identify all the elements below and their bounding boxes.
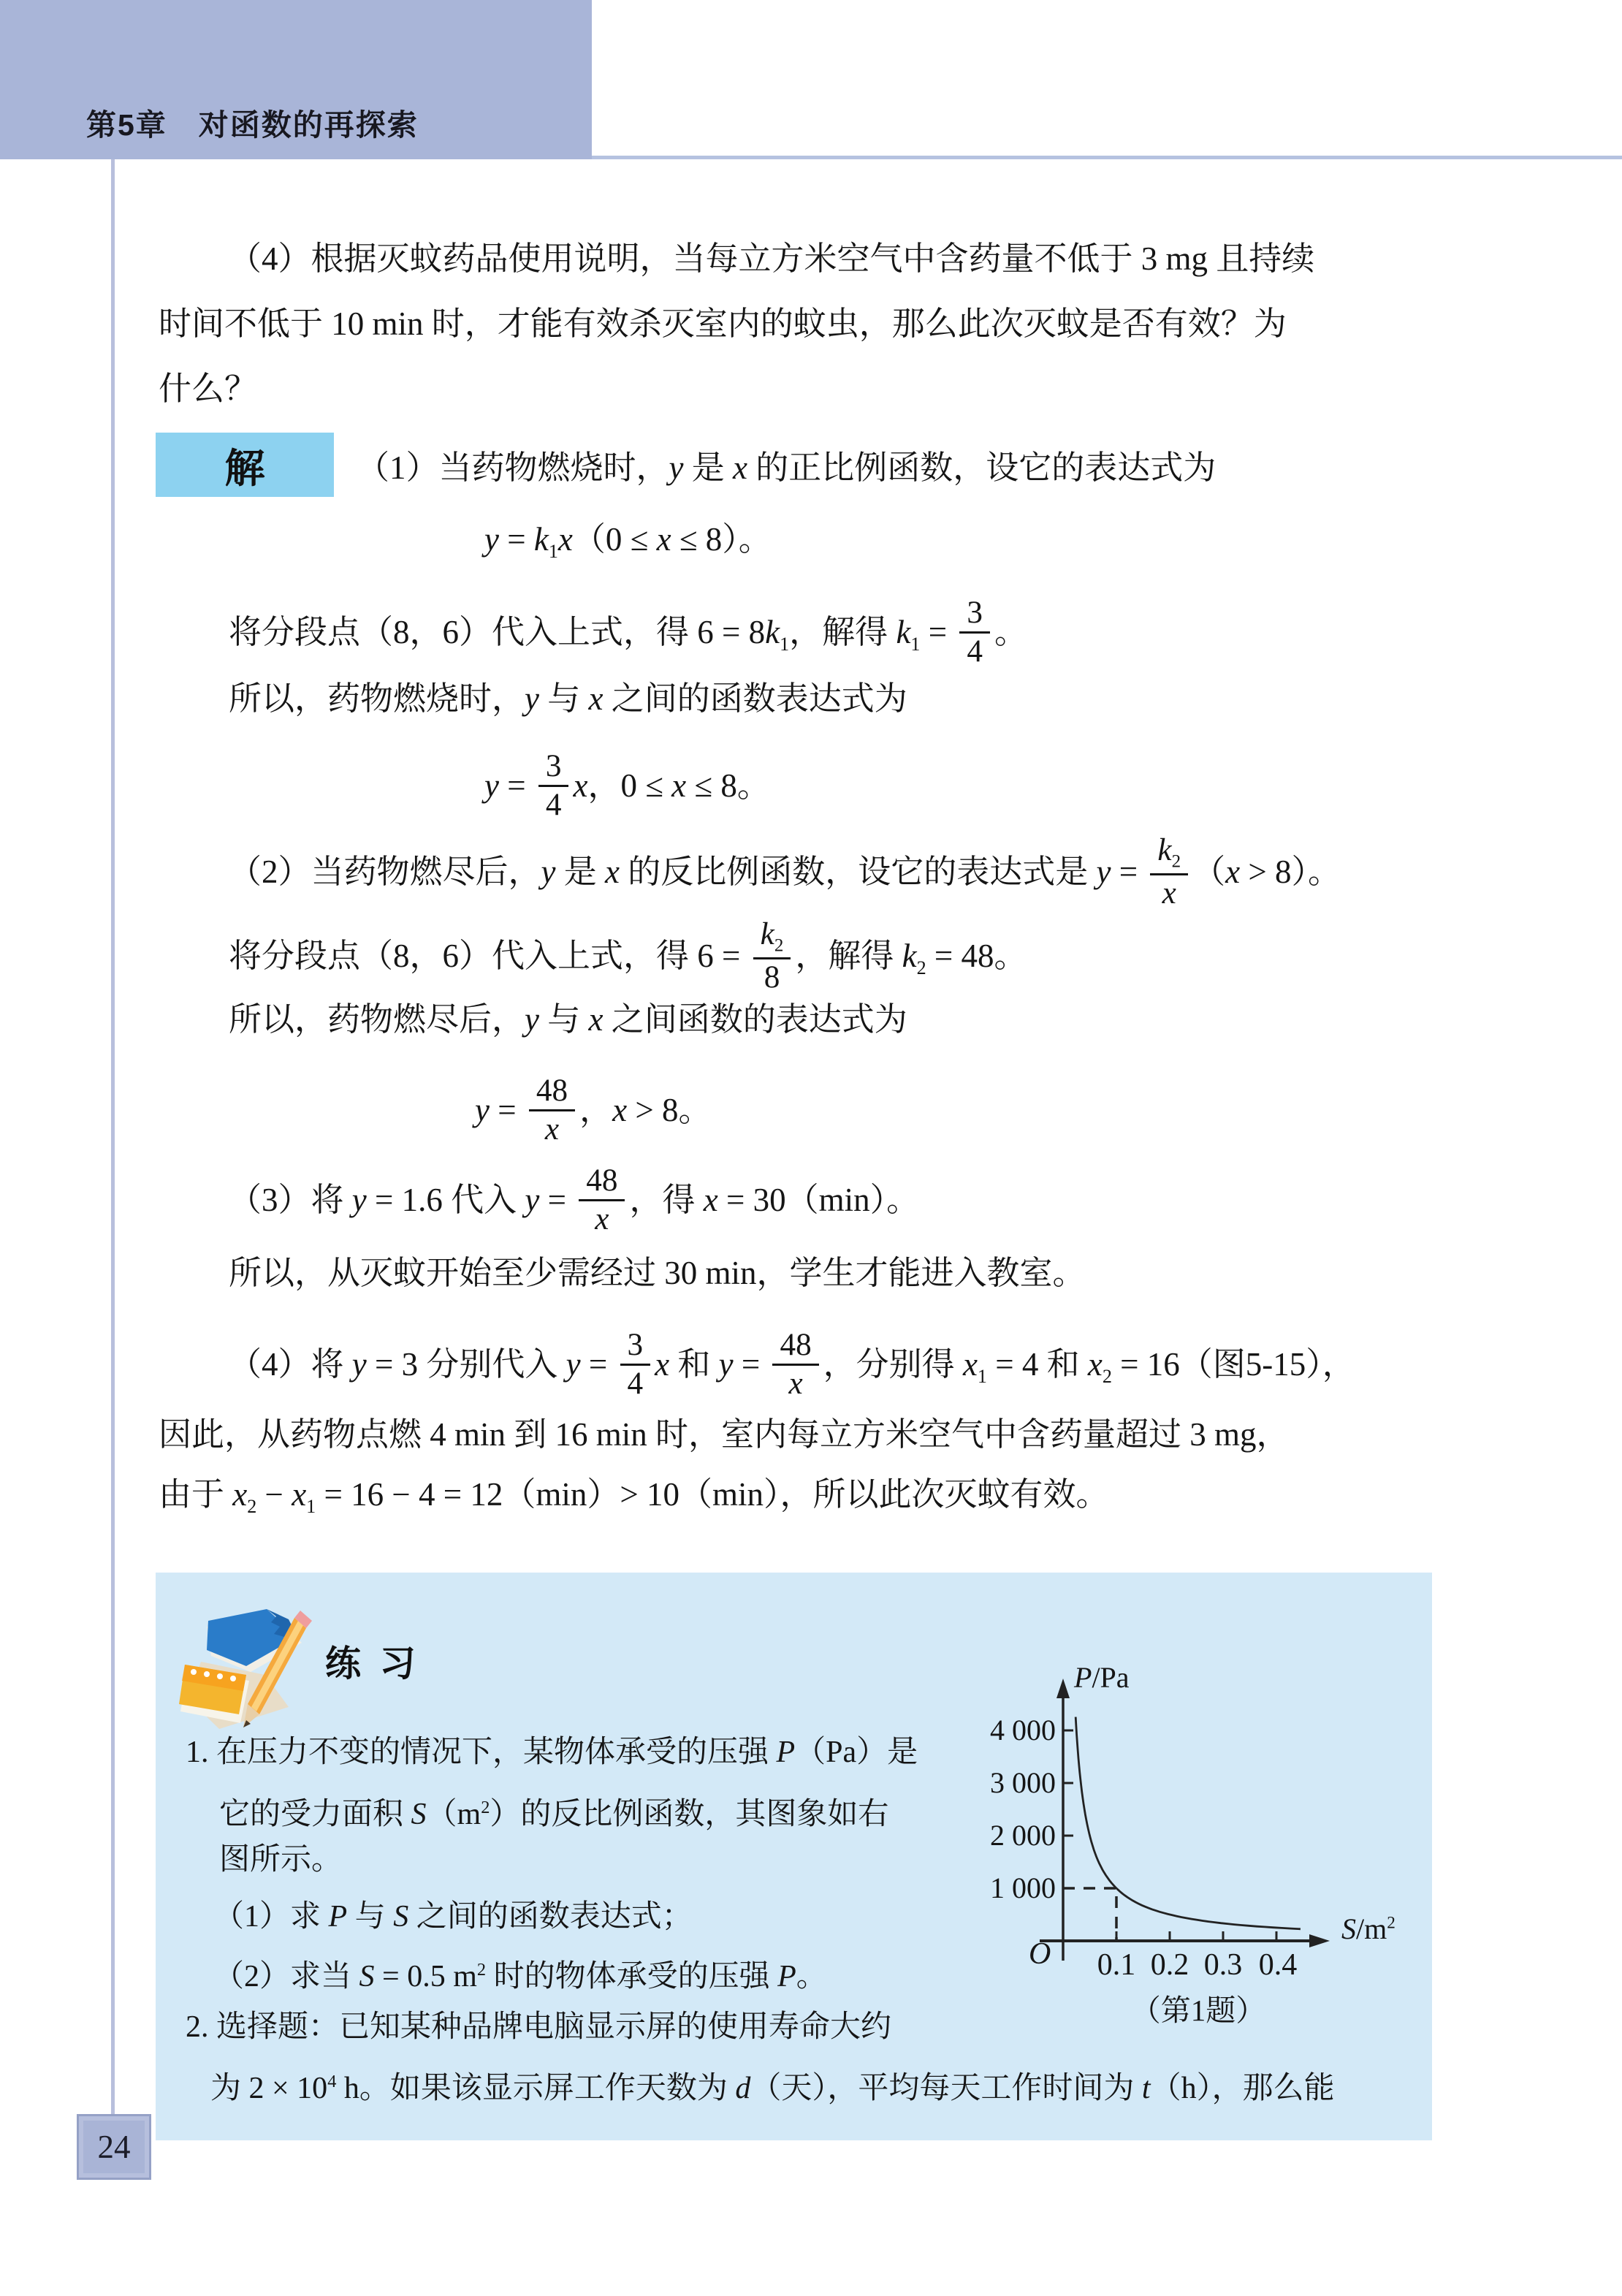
- header-rule: [592, 156, 1622, 159]
- x-tick-label: 0.3: [1203, 1948, 1243, 1982]
- solution-line: 所以，药物燃尽后，y 与 x 之间函数的表达式为: [229, 1001, 907, 1038]
- solution-line: 将分段点（8，6）代入上式，得 $6 = 8k_1$，解得 $k_1$ = $\frac{3}{4}$ 。: [229, 595, 1027, 669]
- problem-line: 时间不低于 10 min 时，才能有效杀灭室内的蚊虫，那么此次灭蚊是否有效？为: [159, 305, 1287, 342]
- y-tick-label: 2 000: [990, 1819, 1056, 1852]
- solution-line: 由于 $x_2 - x_1 = 16 - 4 = 12(\min)> 10(\min)$，所以此次灭蚊有效。: [159, 1476, 1109, 1517]
- x-tick-label: 0.4: [1258, 1948, 1298, 1982]
- exercise-line: 它的受力面积 $S(m^2)$的反比例函数，其图象如右: [219, 1798, 889, 1831]
- page-number-value: 24: [97, 2129, 131, 2165]
- solution-line: 所以，药物燃烧时，y 与 x 之间的函数表达式为: [229, 680, 907, 717]
- solution-label: 解: [156, 433, 334, 497]
- exercise-line: （1）求 P 与 S 之间的函数表达式；: [213, 1900, 693, 1934]
- x-tick-label: 0.1: [1097, 1948, 1136, 1982]
- y-tick-label: 1 000: [990, 1871, 1056, 1904]
- y-axis-label: P/Pa: [1074, 1661, 1130, 1694]
- origin-label: O: [1029, 1937, 1051, 1971]
- x-tick-label: 0.2: [1150, 1948, 1189, 1982]
- exercise-line: 图所示。: [219, 1843, 343, 1877]
- equation: y = $\frac{48}{x}$ ，x > 8。: [475, 1073, 712, 1147]
- solution-line: 因此，从药物点燃 4 min 到 16 min 时，室内每立方米空气中含药量超过 3 mg，: [159, 1416, 1290, 1453]
- x-axis-label: $S/m^2$: [1341, 1912, 1396, 1945]
- left-margin-rule: [111, 159, 115, 2114]
- chapter-title: 第5章 对函数的再探索: [86, 108, 419, 142]
- y-tick-label: 4 000: [990, 1714, 1056, 1746]
- solution-line: 所以，从灭蚊开始至少需经过 30 min，学生才能进入教室。: [229, 1255, 1086, 1291]
- solution-line: （2）当药物燃尽后，y 是 x 的反比例函数，设它的表达式是 y = $\frac{k_2}{x}$ （x > 8）。: [229, 832, 1341, 911]
- figure-caption: （第1题）: [1130, 1993, 1266, 2027]
- solution-line: 将分段点（8，6）代入上式，得 6 = $\frac{k_2}{8}$ ，解得 $k_2 = 48$。: [229, 916, 1027, 995]
- exercise-line: 为 $2 \times 10^4$ h。如果该显示屏工作天数为 d（天），平均每天工作时间为 t（h），那么能: [210, 2072, 1335, 2105]
- page-number: [77, 2114, 151, 2180]
- y-tick-label: 3 000: [990, 1766, 1056, 1799]
- exercise-line: （2）求当 S = 0.5 $m^2$ 时的物体承受的压强 P。: [213, 1960, 827, 1993]
- equation: y = $\frac{3}{4}$ x，0 ≤ x ≤ 8。: [484, 748, 770, 822]
- problem-line: 什么？: [159, 370, 258, 407]
- solution-line: （4）将 y = 3 分别代入 y = $\frac{3}{4}$ x 和 y = $\frac{48}{x}$ ，分别得 $x_1 = 4$ 和 $x_2 = 16$（图5-15），: [229, 1327, 1355, 1401]
- practice-title: 练 习: [325, 1644, 420, 1684]
- exercise-line: 2. 选择题：已知某种品牌电脑显示屏的使用寿命大约: [186, 2010, 892, 2044]
- exercise-line: 1. 在压力不变的情况下，某物体承受的压强 P（Pa）是: [186, 1736, 918, 1769]
- solution-line: （1）当药物燃烧时，y 是 x 的正比例函数，设它的表达式为: [357, 449, 1216, 486]
- solution-line: （3）将 y = 1.6 代入 y = $\frac{48}{x}$ ，得 x = 30（min）。: [229, 1163, 920, 1236]
- books-pencil-icon: [179, 1605, 325, 1747]
- problem-line: （4）根据灭蚊药品使用说明，当每立方米空气中含药量不低于 3 mg 且持续: [229, 240, 1315, 277]
- equation: $y = k_1x(0 \le x \le 8)$。: [484, 521, 772, 562]
